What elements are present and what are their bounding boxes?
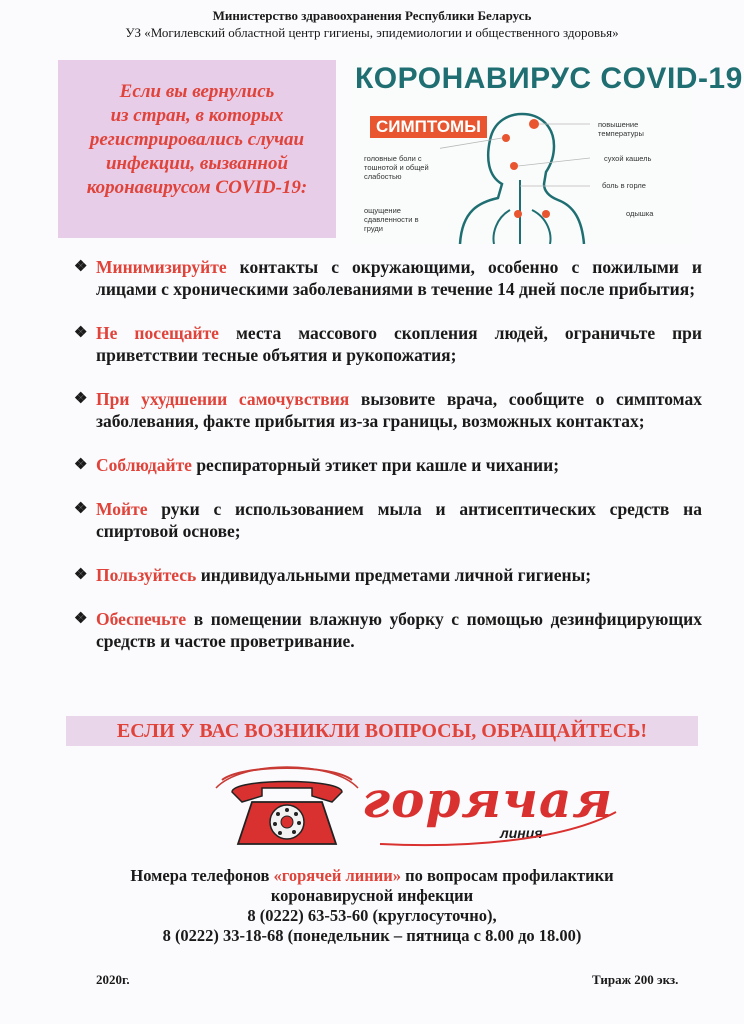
list-item xyxy=(70,608,702,652)
intro-line: Если вы вернулись xyxy=(119,81,275,102)
item-text: в помещении влажную уборку с помощью дезинфицирующих средств и частое проветривание. xyxy=(96,609,702,651)
symptom-headache: головные боли с тошнотой и общей слабостью xyxy=(364,154,429,181)
contacts-block xyxy=(0,866,744,946)
contacts-suffix: по вопросам профилактики xyxy=(401,866,614,885)
item-text: места массового скопления людей, ограничьте при приветствии тесные объятия и рукопожатия; xyxy=(96,323,702,365)
item-highlight: Пользуйтесь xyxy=(96,565,197,585)
phone-number-1: 8 (0222) 63-53-60 (круглосуточно), xyxy=(247,906,497,925)
item-highlight: При ухудшении самочувствия xyxy=(96,389,350,409)
item-highlight: Не посещайте xyxy=(96,323,219,343)
bullet-icon: ❖ xyxy=(74,325,88,341)
footer-print-run: Тираж 200 экз. xyxy=(592,972,679,987)
questions-banner-text: ЕСЛИ У ВАС ВОЗНИКЛИ ВОПРОСЫ, ОБРАЩАЙТЕСЬ! xyxy=(116,720,648,742)
item-highlight: Минимизируйте xyxy=(96,257,227,277)
bullet-icon: ❖ xyxy=(74,611,88,627)
hotline-sub: линия xyxy=(500,825,543,841)
list-item xyxy=(70,454,702,476)
item-text: вызовите врача, сообщите о симптомах заболевания, факте прибытия из-за границы, возможных контактах; xyxy=(96,389,702,431)
bullet-icon: ❖ xyxy=(74,391,88,407)
contacts-highlight: «горячей линии» xyxy=(273,866,401,885)
item-text: индивидуальными предметами личной гигиены; xyxy=(196,565,592,585)
intro-line: инфекции, вызванной xyxy=(105,153,289,174)
infographic-title: КОРОНАВИРУС COVID-19 xyxy=(355,62,743,95)
intro-text xyxy=(58,80,336,200)
symptom-chest: ощущение сдавленности в груди xyxy=(364,206,419,233)
item-highlight: Обеспечьте xyxy=(96,609,187,629)
recommendations-list xyxy=(70,256,702,674)
hotline-word: горячая xyxy=(362,770,614,829)
ministry-title: Министерство здравоохранения Республики Беларусь xyxy=(212,8,532,23)
list-item xyxy=(70,388,702,432)
list-item xyxy=(70,498,702,542)
intro-line: из стран, в которых xyxy=(110,105,284,126)
item-highlight: Мойте xyxy=(96,499,148,519)
list-item xyxy=(70,322,702,366)
footer-year: 2020г. xyxy=(96,972,130,987)
item-highlight: Соблюдайте xyxy=(96,455,192,475)
bullet-icon: ❖ xyxy=(74,501,88,517)
bullet-icon: ❖ xyxy=(74,567,88,583)
item-text: контакты с окружающими, особенно с пожилыми и лицами с хроническими заболеваниями в течение 14 дней после прибытия; xyxy=(96,257,702,299)
symptom-fever: повышение температуры xyxy=(598,120,644,138)
bullet-icon: ❖ xyxy=(74,259,88,275)
symptom-dyspnea: одышка xyxy=(626,209,654,218)
center-title: УЗ «Могилевский областной центр гигиены, эпидемиологии и общественного здоровья» xyxy=(125,25,619,40)
intro-line: регистрировались случаи xyxy=(89,129,305,150)
human-body-icon xyxy=(440,110,600,244)
telephone-icon xyxy=(212,762,362,852)
symptoms-label: СИМПТОМЫ xyxy=(370,116,487,138)
list-item xyxy=(70,256,702,300)
contacts-line xyxy=(0,866,744,886)
phone-number-2: 8 (0222) 33-18-68 (понедельник – пятница с 8.00 до 18.00) xyxy=(162,926,582,945)
contacts-line-2: коронавирусной инфекции xyxy=(270,886,474,905)
contacts-prefix: Номера телефонов xyxy=(130,866,274,885)
list-item xyxy=(70,564,702,586)
bullet-icon: ❖ xyxy=(74,457,88,473)
item-text: руки с использованием мыла и антисептических средств на спиртовой основе; xyxy=(96,499,702,541)
symptom-dry-cough: сухой кашель xyxy=(604,154,652,163)
symptom-sore-throat: боль в горле xyxy=(602,181,646,190)
item-text: респираторный этикет при кашле и чихании; xyxy=(191,455,560,475)
intro-line: коронавирусом COVID-19: xyxy=(86,177,308,198)
hotline-swoosh xyxy=(380,808,620,848)
